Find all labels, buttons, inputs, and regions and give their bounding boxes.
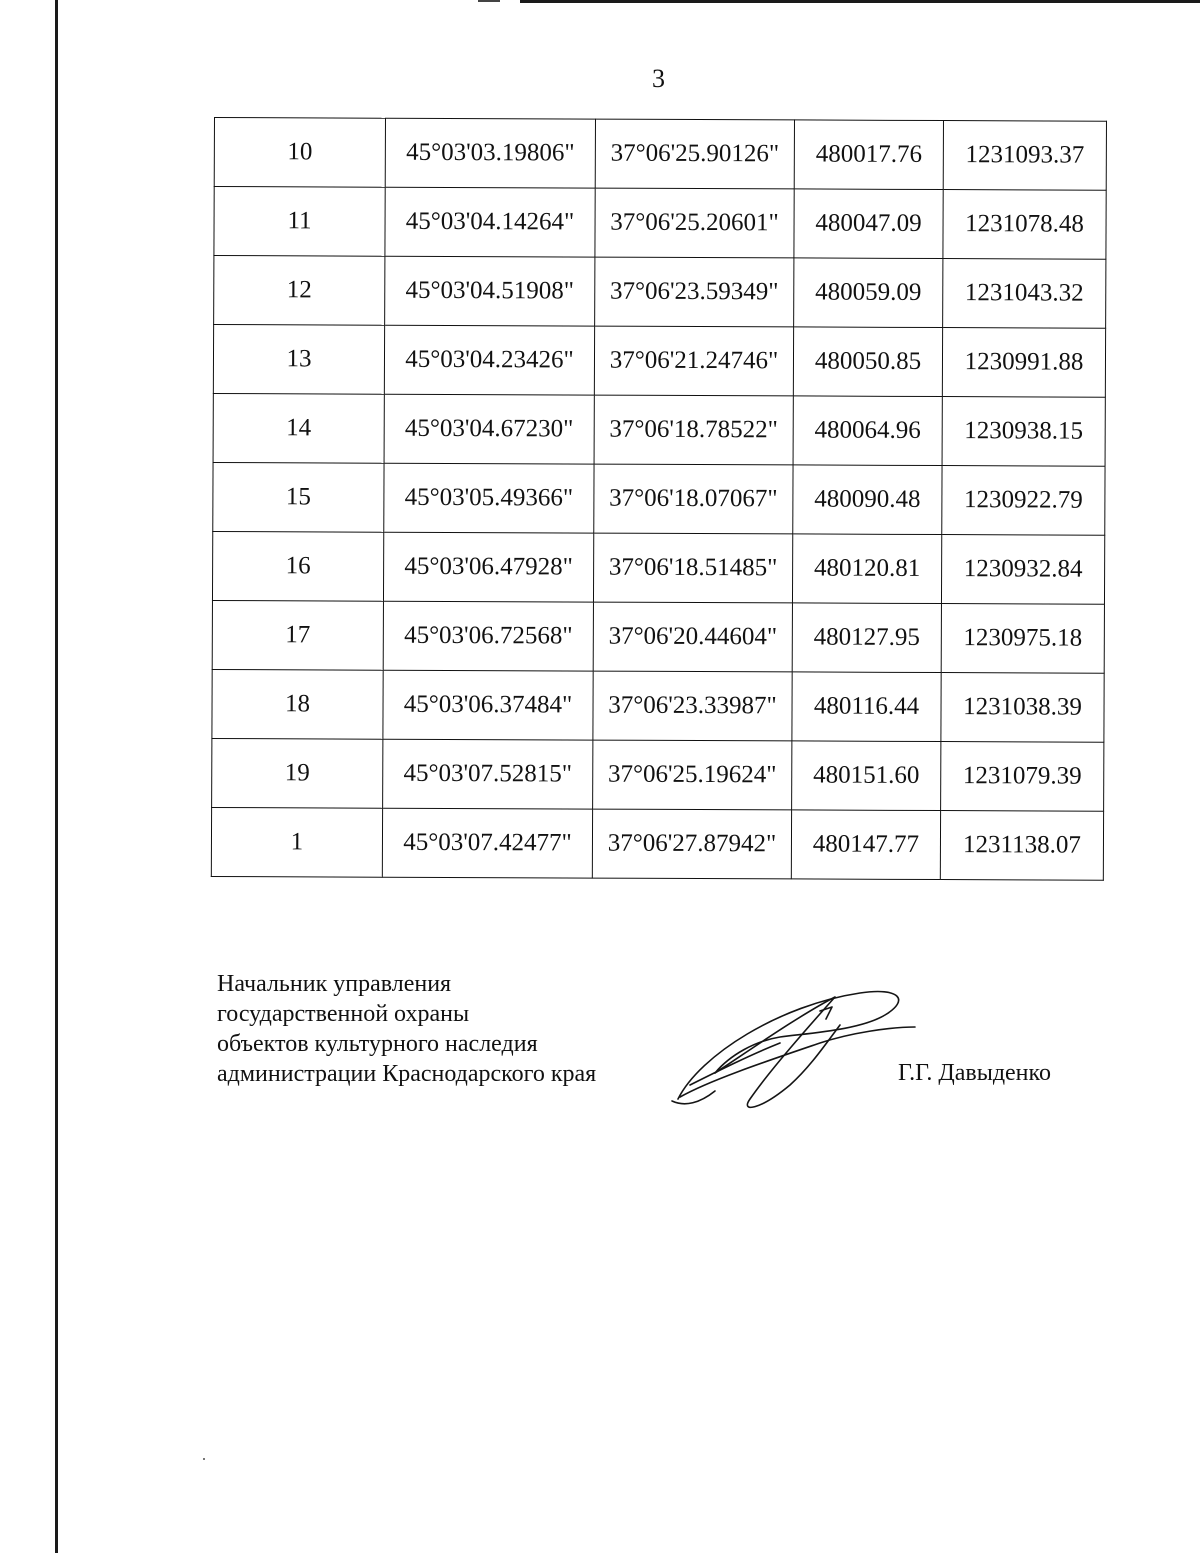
table-cell: 480047.09 (794, 189, 943, 259)
table-row (212, 738, 1104, 811)
table-row (213, 462, 1105, 535)
signatory-position-line: администрации Краснодарского края (217, 1061, 597, 1087)
table-cell: 37°06'21.24746" (594, 326, 793, 396)
table-cell: 1231043.32 (943, 259, 1106, 329)
table-row (214, 118, 1106, 191)
table-cell: 37°06'20.44604" (593, 602, 792, 672)
coordinates-table-body (211, 118, 1106, 881)
table-cell: 17 (212, 600, 383, 670)
table-cell: 480116.44 (792, 672, 941, 742)
table-cell: 45°03'03.19806" (385, 118, 595, 188)
table-cell: 12 (214, 256, 385, 326)
table-cell: 1 (211, 807, 382, 877)
table-cell: 45°03'07.42477" (382, 808, 592, 878)
table-cell: 480120.81 (792, 534, 941, 604)
table-cell: 18 (212, 669, 383, 739)
table-cell: 480050.85 (793, 327, 942, 397)
table-cell: 19 (212, 738, 383, 808)
table-row (212, 669, 1104, 742)
signatory-name: Г.Г. Давыденко (898, 1060, 1051, 1086)
page-number: 3 (652, 64, 665, 93)
table-row (214, 256, 1106, 329)
signatory-position (217, 969, 596, 1089)
coordinates-table (211, 117, 1107, 881)
table-cell: 1231138.07 (940, 811, 1103, 881)
handwritten-signature (660, 975, 930, 1125)
table-cell: 480059.09 (794, 258, 943, 328)
table-cell: 45°03'04.67230" (384, 394, 594, 464)
table-row (213, 393, 1105, 466)
table-cell: 1230922.79 (942, 466, 1105, 536)
table-cell: 37°06'18.78522" (594, 395, 793, 465)
table-cell: 1230932.84 (941, 535, 1104, 605)
table-cell: 45°03'06.72568" (383, 601, 593, 671)
table-cell: 11 (214, 187, 385, 257)
scan-edge-left (55, 0, 58, 1553)
table-cell: 480090.48 (793, 465, 942, 535)
table-cell: 10 (214, 118, 385, 188)
table-cell: 37°06'18.07067" (594, 464, 793, 534)
table-cell: 480064.96 (793, 396, 942, 466)
table-cell: 480151.60 (792, 741, 941, 811)
table-cell: 14 (213, 393, 384, 463)
table-cell: 45°03'04.23426" (384, 325, 594, 395)
table-cell: 37°06'23.59349" (595, 257, 794, 327)
table-cell: 13 (213, 325, 384, 395)
scan-mark (478, 0, 500, 2)
table-cell: 45°03'06.47928" (383, 532, 593, 602)
table-cell: 480127.95 (792, 603, 941, 673)
table-cell: 37°06'25.20601" (595, 188, 794, 258)
scan-edge-top (520, 0, 1200, 3)
table-row (212, 600, 1104, 673)
table-cell: 37°06'18.51485" (593, 533, 792, 603)
table-cell: 45°03'05.49366" (384, 463, 594, 533)
table-row (211, 807, 1103, 880)
table-cell: 45°03'07.52815" (383, 739, 593, 809)
table-cell: 1231079.39 (941, 742, 1104, 812)
table-cell: 1231038.39 (941, 673, 1104, 743)
table-cell: 1230975.18 (941, 604, 1104, 674)
scan-speck (203, 1458, 205, 1460)
table-cell: 45°03'04.51908" (385, 256, 595, 326)
table-cell: 1230991.88 (942, 328, 1105, 398)
table-cell: 37°06'25.19624" (593, 740, 792, 810)
table-cell: 1231093.37 (943, 121, 1106, 191)
table-cell: 45°03'06.37484" (383, 670, 593, 740)
table-cell: 37°06'23.33987" (593, 671, 792, 741)
table-cell: 16 (212, 531, 383, 601)
table-cell: 1231078.48 (943, 190, 1106, 260)
table-cell: 37°06'25.90126" (595, 119, 794, 189)
table-cell: 15 (213, 462, 384, 532)
table-row (214, 187, 1106, 260)
table-row (212, 531, 1104, 604)
table-cell: 480147.77 (791, 810, 940, 880)
table-cell: 1230938.15 (942, 397, 1105, 467)
table-cell: 37°06'27.87942" (592, 809, 791, 879)
signatory-position-line: объектов культурного наследия (217, 1031, 538, 1057)
table-row (213, 325, 1105, 398)
signatory-position-line: Начальник управления (217, 971, 452, 997)
table-cell: 480017.76 (794, 120, 943, 190)
signatory-position-line: государственной охраны (217, 1001, 470, 1027)
table-cell: 45°03'04.14264" (385, 187, 595, 257)
